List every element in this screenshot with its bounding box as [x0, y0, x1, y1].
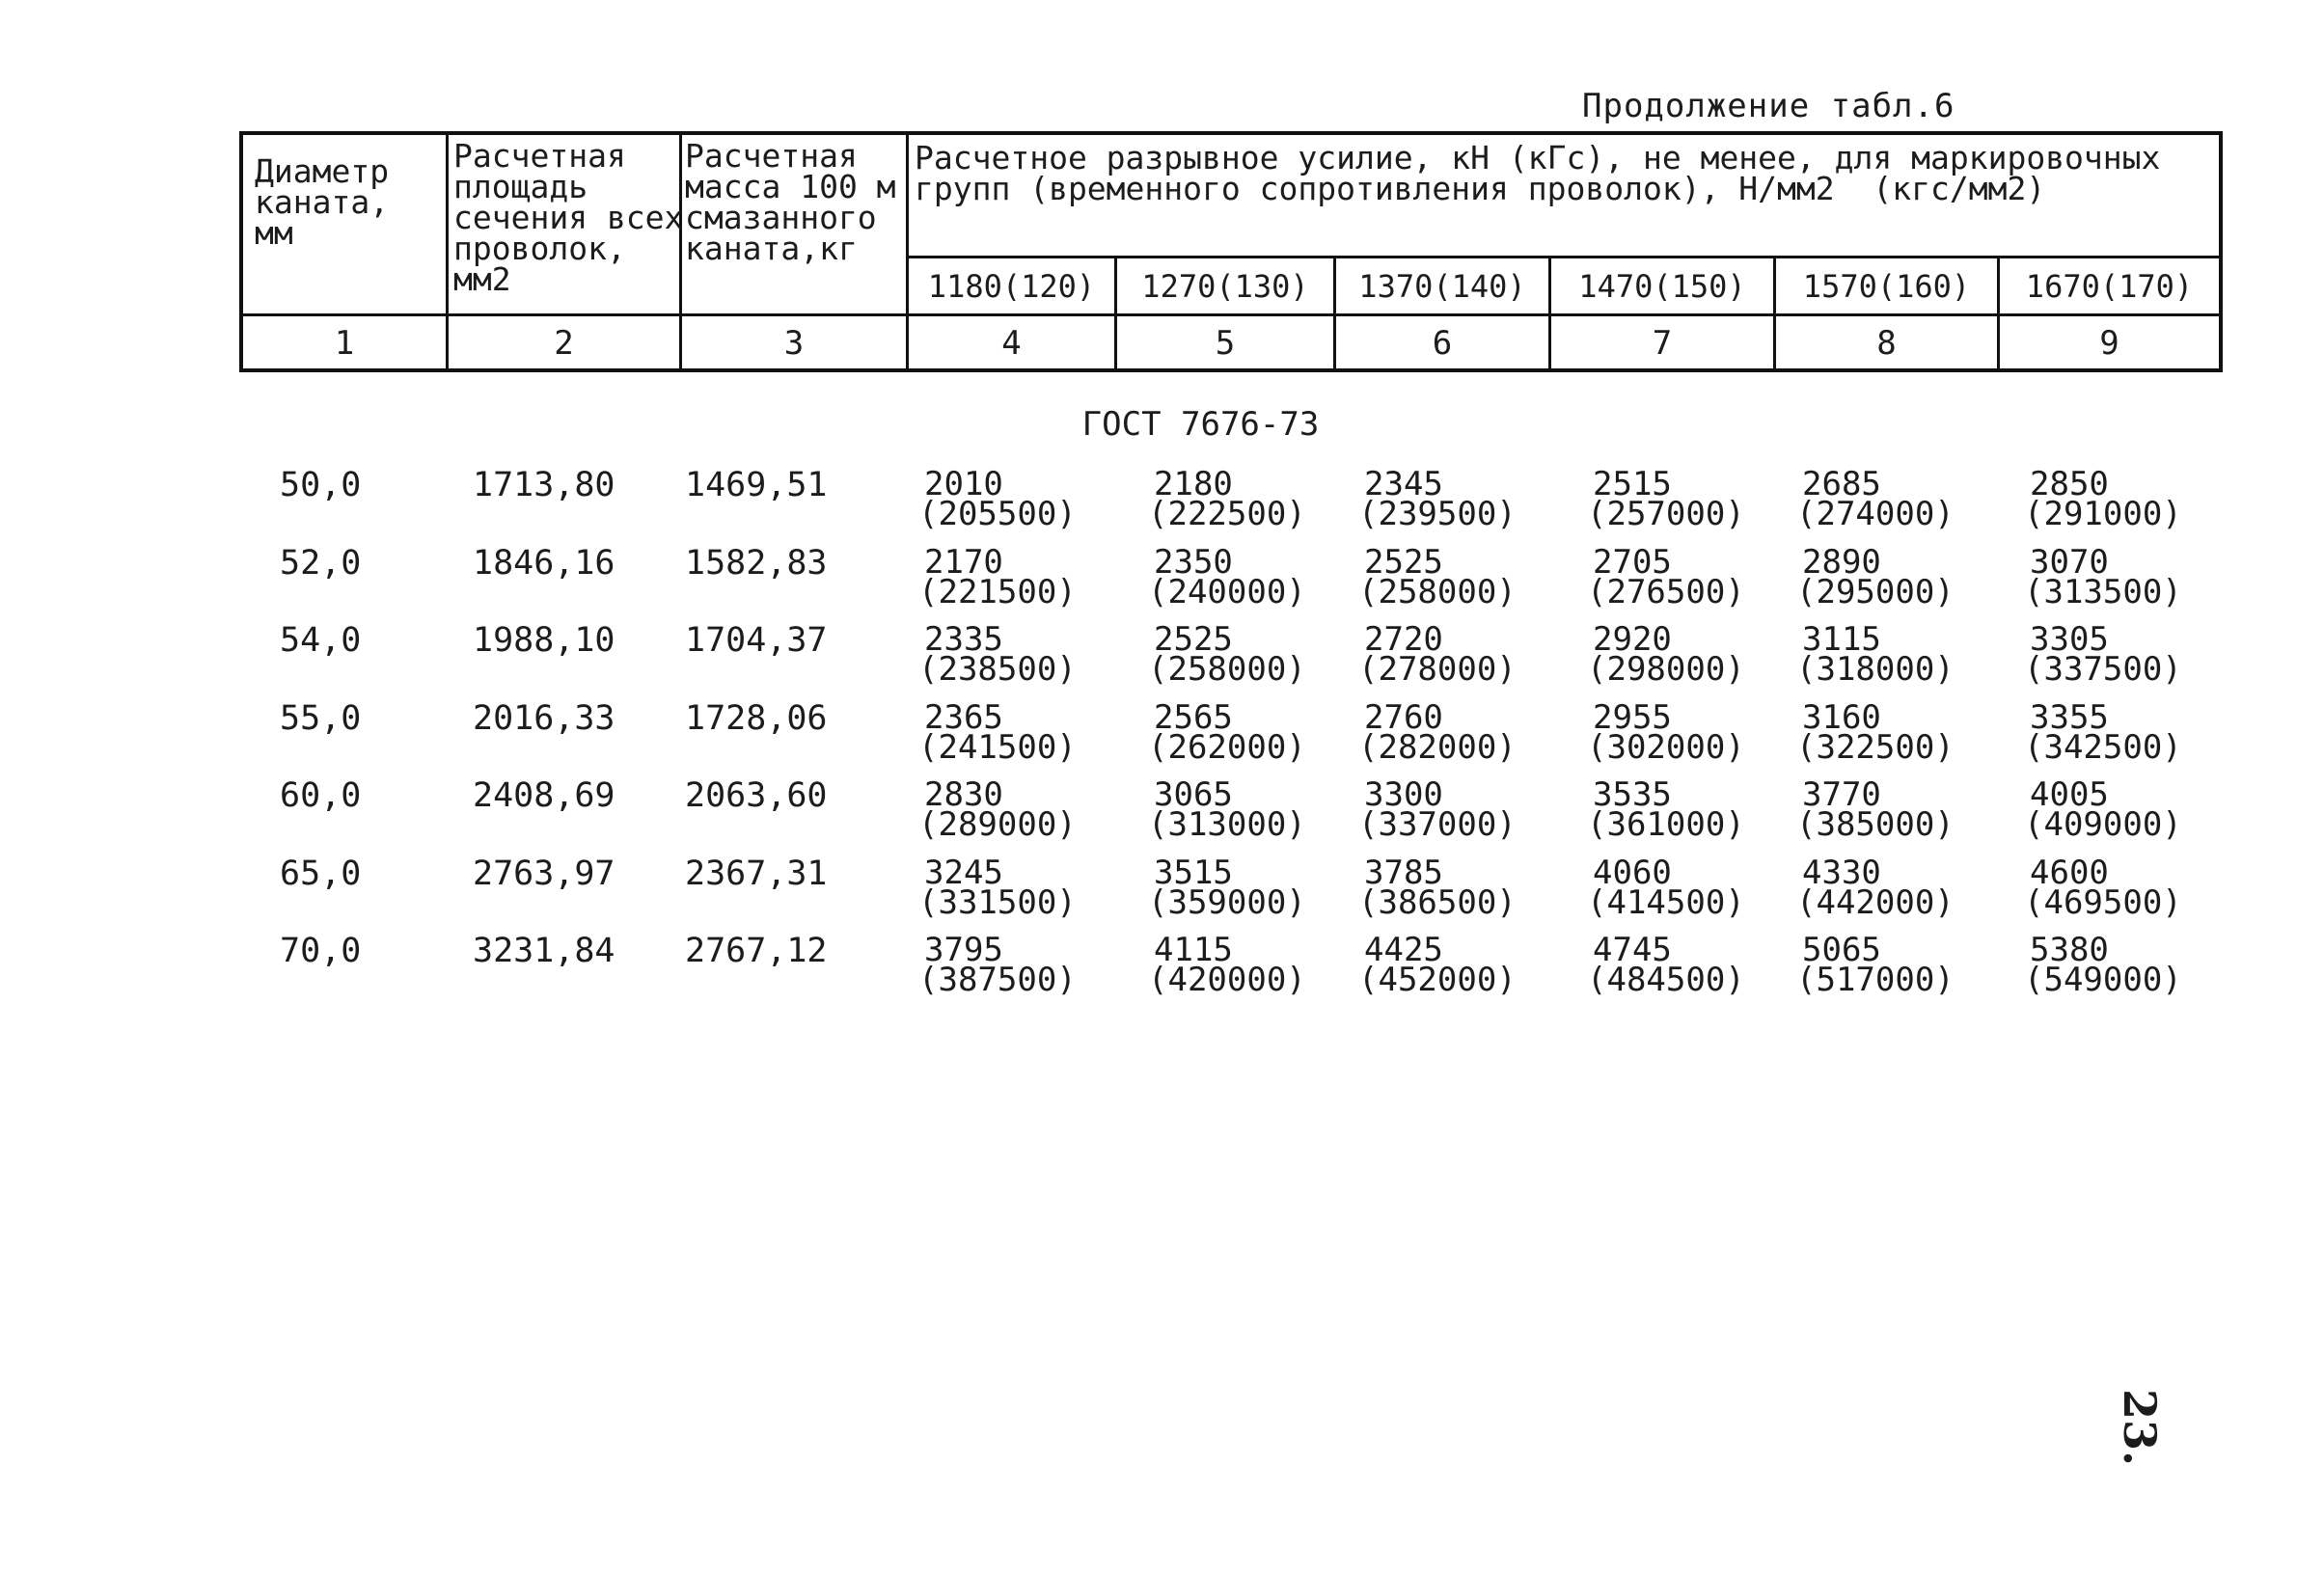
force-kgf: (361000): [1587, 805, 1745, 844]
header-area: Расчетная площадь сечения всех проволок, мм2: [453, 137, 684, 298]
force-kn: 2345: [1364, 465, 1443, 503]
cell-diameter: 65,0: [280, 854, 362, 893]
force-kn: 2335: [924, 620, 1003, 659]
force-kn: 3070: [2030, 542, 2109, 582]
table-row: [0, 697, 2324, 780]
cell-breaking-force: [1358, 775, 1517, 844]
table-row: [0, 853, 2324, 936]
cell-breaking-force: [1587, 620, 1745, 689]
force-kgf: (387500): [918, 961, 1077, 999]
cell-breaking-force: [2024, 620, 2182, 689]
cell-diameter: 50,0: [280, 466, 362, 504]
cell-area: 1988,10: [473, 621, 615, 660]
force-kgf: (302000): [1587, 727, 1745, 767]
column-number: 7: [1652, 324, 1673, 363]
force-kn: 3305: [2030, 620, 2109, 659]
cell-breaking-force: [1587, 697, 1745, 767]
group-label: 1180(120): [927, 268, 1096, 305]
column-number: 3: [783, 324, 805, 363]
cell-breaking-force: [1358, 542, 1517, 611]
column-number: 8: [1876, 324, 1897, 363]
force-kn: 2890: [1802, 542, 1881, 582]
standard-title: ГОСТ 7676-73: [1081, 405, 1320, 444]
force-kn: 3770: [1802, 775, 1881, 814]
group-label: 1470(150): [1578, 268, 1746, 305]
force-kn: 3535: [1593, 775, 1672, 814]
force-kgf: (258000): [1358, 572, 1517, 611]
force-kgf: (331500): [918, 882, 1077, 922]
column-number: 6: [1432, 324, 1453, 363]
force-kn: 2920: [1593, 620, 1672, 659]
cell-breaking-force: [2024, 697, 2182, 767]
force-kgf: (337000): [1358, 805, 1517, 844]
force-kn: 3515: [1154, 853, 1233, 892]
force-kgf: (298000): [1587, 650, 1745, 689]
force-kn: 5380: [2030, 931, 2109, 969]
force-kgf: (414500): [1587, 882, 1745, 922]
cell-breaking-force: [918, 775, 1077, 844]
table-row: [0, 775, 2324, 857]
force-kn: 4060: [1593, 853, 1672, 892]
column-number: 4: [1001, 324, 1022, 363]
cell-breaking-force: [2024, 542, 2182, 611]
force-kn: 2515: [1593, 465, 1672, 503]
column-number: 9: [2099, 324, 2119, 363]
force-kn: 4330: [1802, 853, 1881, 892]
table-caption: Продолжение табл.6: [1582, 87, 1955, 125]
cell-breaking-force: [918, 853, 1077, 922]
force-kn: 2525: [1364, 542, 1443, 582]
cell-breaking-force: [1796, 465, 1955, 533]
force-kn: 5065: [1802, 931, 1881, 969]
force-kgf: (549000): [2024, 961, 2182, 999]
force-kgf: (313000): [1148, 805, 1306, 844]
force-kn: 4745: [1593, 931, 1672, 969]
force-kn: 3245: [924, 853, 1003, 892]
group-label: 1570(160): [1802, 268, 1971, 305]
cell-diameter: 60,0: [280, 776, 362, 815]
cell-breaking-force: [2024, 853, 2182, 922]
cell-mass: 2063,60: [685, 776, 828, 815]
force-kn: 4005: [2030, 775, 2109, 814]
force-kgf: (409000): [2024, 805, 2182, 844]
force-kgf: (240000): [1148, 572, 1306, 611]
force-kgf: (484500): [1587, 961, 1745, 999]
force-kn: 2350: [1154, 542, 1233, 582]
force-kgf: (222500): [1148, 495, 1306, 533]
table-row: [0, 542, 2324, 625]
force-kgf: (337500): [2024, 650, 2182, 689]
cell-breaking-force: [918, 697, 1077, 767]
cell-mass: 1582,83: [685, 543, 828, 583]
force-kgf: (420000): [1148, 961, 1306, 999]
force-kgf: (385000): [1796, 805, 1955, 844]
cell-mass: 1704,37: [685, 621, 828, 660]
header-mass: Расчетная масса 100 м смазанного каната,кг: [685, 137, 896, 267]
force-kgf: (289000): [918, 805, 1077, 844]
force-kgf: (258000): [1148, 650, 1306, 689]
cell-breaking-force: [1148, 697, 1306, 767]
cell-breaking-force: [918, 542, 1077, 611]
force-kgf: (274000): [1796, 495, 1955, 533]
force-kgf: (469500): [2024, 882, 2182, 922]
cell-diameter: 70,0: [280, 932, 362, 970]
table-row: [0, 931, 2324, 1013]
force-kgf: (262000): [1148, 727, 1306, 767]
group-label: 1370(140): [1358, 268, 1526, 305]
group-label: 1270(130): [1141, 268, 1309, 305]
force-kn: 2685: [1802, 465, 1881, 503]
cell-breaking-force: [1148, 465, 1306, 533]
cell-area: 1846,16: [473, 543, 615, 583]
table-header: [239, 131, 2223, 372]
force-kgf: (442000): [1796, 882, 1955, 922]
cell-breaking-force: [918, 620, 1077, 689]
cell-breaking-force: [1358, 853, 1517, 922]
force-kn: 2850: [2030, 465, 2109, 503]
force-kgf: (452000): [1358, 961, 1517, 999]
table-row: [0, 620, 2324, 702]
cell-breaking-force: [1587, 931, 1745, 999]
cell-breaking-force: [918, 465, 1077, 533]
force-kgf: (291000): [2024, 495, 2182, 533]
cell-breaking-force: [1358, 697, 1517, 767]
column-number: 5: [1215, 324, 1236, 363]
cell-area: 1713,80: [473, 466, 615, 504]
cell-area: 2016,33: [473, 698, 615, 738]
force-kgf: (313500): [2024, 572, 2182, 611]
page-number: 23.: [2114, 1389, 2166, 1467]
header-breaking-force: Расчетное разрывное усилие, кН (кГс), не менее, для маркировочных групп (временного сопротивления проволок), Н/мм2 (кгс/мм2): [915, 139, 2161, 207]
force-kgf: (276500): [1587, 572, 1745, 611]
force-kn: 3115: [1802, 620, 1881, 659]
cell-breaking-force: [1587, 542, 1745, 611]
force-kgf: (386500): [1358, 882, 1517, 922]
group-label: 1670(170): [2025, 268, 2194, 305]
header-diameter: Диаметр каната, мм: [255, 152, 390, 252]
force-kgf: (238500): [918, 650, 1077, 689]
force-kgf: (221500): [918, 572, 1077, 611]
force-kn: 3160: [1802, 697, 1881, 737]
force-kn: 2010: [924, 465, 1003, 503]
cell-breaking-force: [918, 931, 1077, 999]
force-kn: 2180: [1154, 465, 1233, 503]
force-kn: 2720: [1364, 620, 1443, 659]
force-kgf: (257000): [1587, 495, 1745, 533]
cell-breaking-force: [1148, 853, 1306, 922]
force-kgf: (239500): [1358, 495, 1517, 533]
cell-diameter: 54,0: [280, 621, 362, 660]
cell-breaking-force: [2024, 931, 2182, 999]
cell-breaking-force: [2024, 775, 2182, 844]
force-kgf: (282000): [1358, 727, 1517, 767]
cell-mass: 1728,06: [685, 698, 828, 738]
force-kn: 3300: [1364, 775, 1443, 814]
cell-breaking-force: [1796, 853, 1955, 922]
force-kgf: (322500): [1796, 727, 1955, 767]
cell-mass: 1469,51: [685, 466, 828, 504]
force-kn: 3785: [1364, 853, 1443, 892]
cell-breaking-force: [1587, 465, 1745, 533]
cell-breaking-force: [1148, 931, 1306, 999]
cell-area: 2763,97: [473, 854, 615, 893]
force-kn: 2830: [924, 775, 1003, 814]
force-kn: 4600: [2030, 853, 2109, 892]
cell-breaking-force: [1796, 931, 1955, 999]
cell-breaking-force: [1358, 620, 1517, 689]
cell-breaking-force: [1148, 775, 1306, 844]
force-kgf: (205500): [918, 495, 1077, 533]
force-kn: 3065: [1154, 775, 1233, 814]
cell-breaking-force: [1358, 931, 1517, 999]
force-kn: 2525: [1154, 620, 1233, 659]
cell-breaking-force: [1796, 775, 1955, 844]
cell-area: 3231,84: [473, 932, 615, 970]
cell-mass: 2767,12: [685, 932, 828, 970]
force-kn: 2565: [1154, 697, 1233, 737]
force-kn: 3355: [2030, 697, 2109, 737]
cell-breaking-force: [1148, 542, 1306, 611]
force-kn: 2170: [924, 542, 1003, 582]
force-kgf: (318000): [1796, 650, 1955, 689]
force-kgf: (517000): [1796, 961, 1955, 999]
cell-mass: 2367,31: [685, 854, 828, 893]
cell-breaking-force: [2024, 465, 2182, 533]
force-kn: 4425: [1364, 931, 1443, 969]
force-kn: 2955: [1593, 697, 1672, 737]
force-kn: 4115: [1154, 931, 1233, 969]
force-kgf: (359000): [1148, 882, 1306, 922]
column-number: 2: [554, 324, 574, 363]
force-kgf: (278000): [1358, 650, 1517, 689]
cell-diameter: 52,0: [280, 543, 362, 583]
table-row: [0, 465, 2324, 547]
cell-area: 2408,69: [473, 776, 615, 815]
force-kn: 2760: [1364, 697, 1443, 737]
force-kn: 2705: [1593, 542, 1672, 582]
cell-breaking-force: [1587, 775, 1745, 844]
cell-breaking-force: [1587, 853, 1745, 922]
cell-breaking-force: [1796, 542, 1955, 611]
force-kgf: (295000): [1796, 572, 1955, 611]
cell-diameter: 55,0: [280, 698, 362, 738]
force-kn: 3795: [924, 931, 1003, 969]
cell-breaking-force: [1148, 620, 1306, 689]
force-kgf: (342500): [2024, 727, 2182, 767]
cell-breaking-force: [1796, 697, 1955, 767]
force-kn: 2365: [924, 697, 1003, 737]
force-kgf: (241500): [918, 727, 1077, 767]
cell-breaking-force: [1796, 620, 1955, 689]
cell-breaking-force: [1358, 465, 1517, 533]
column-number: 1: [334, 324, 355, 363]
